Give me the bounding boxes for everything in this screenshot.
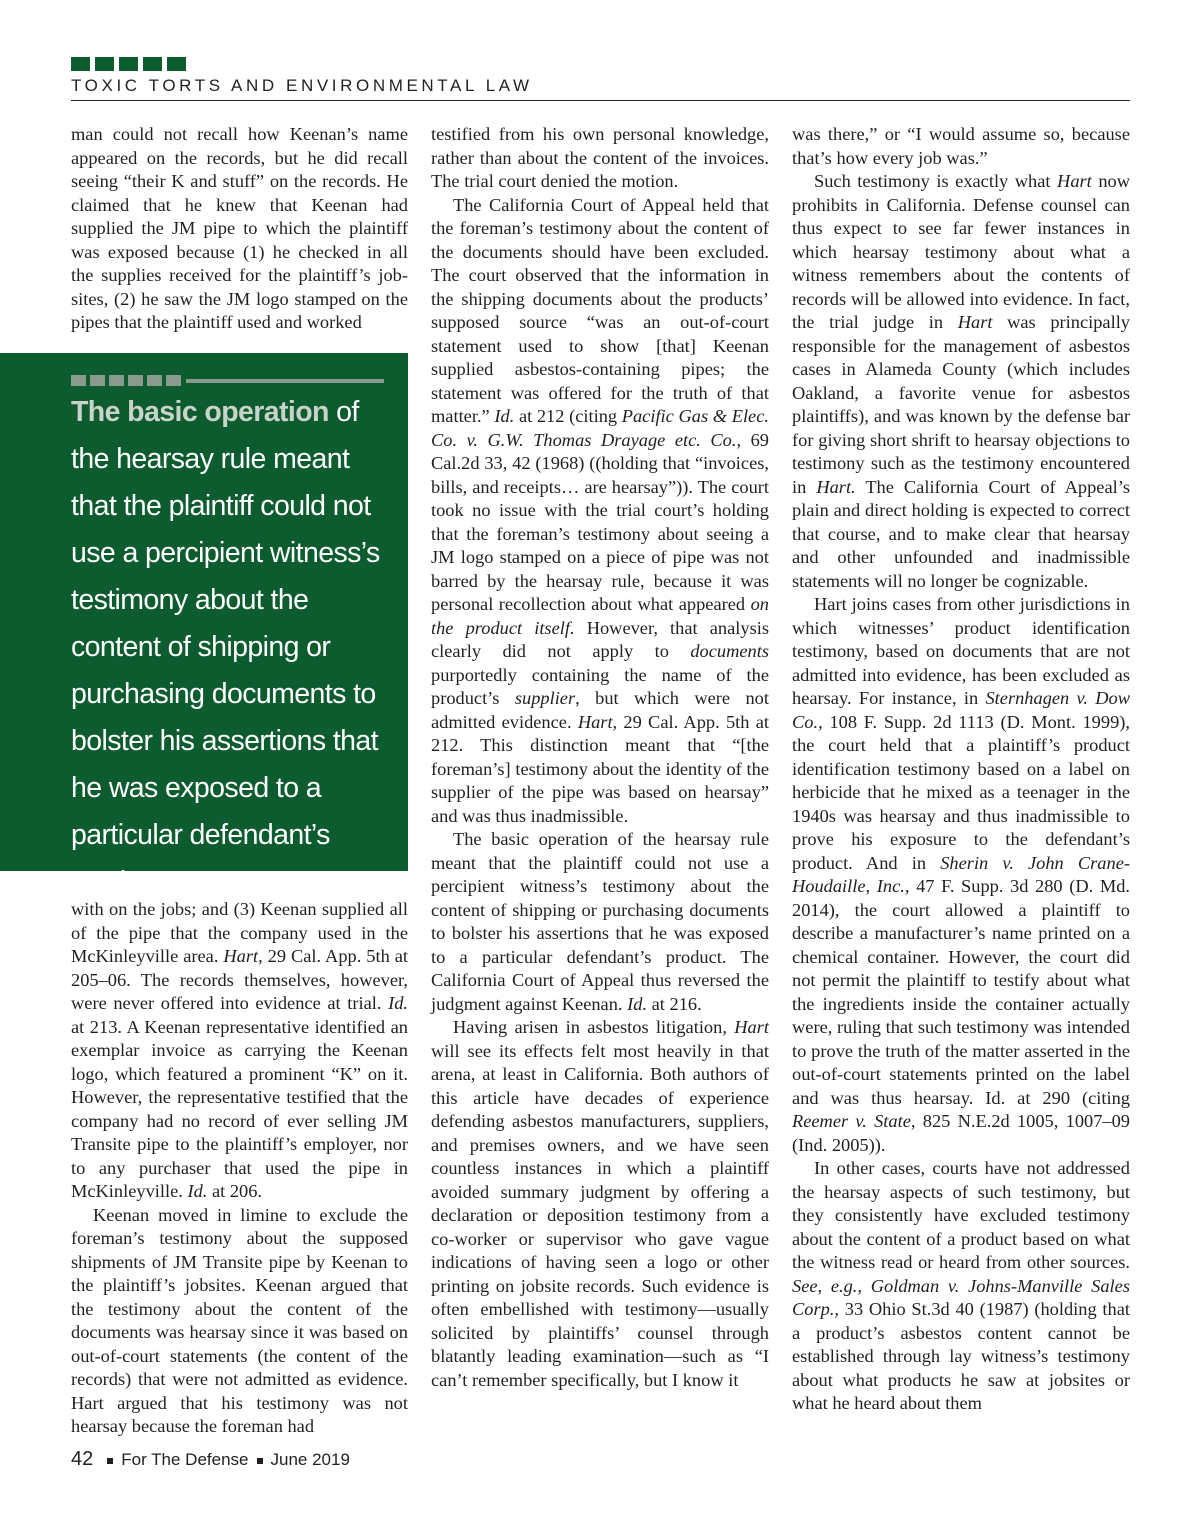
article-paragraph: was there,” or “I would assume so, because that’s how every job was.” — [792, 124, 1130, 168]
publication-name: For The Defense — [121, 1450, 249, 1469]
article-paragraph: Keenan moved in limine to exclude the foreman’s testimony about the supposed shipments of JM Transite pipe by Keenan to the plaintiff’s jobsites. Keenan argued that the testimony about the content of the documents was hearsay since it was based on out-of-court statements (the content of the records) that were not admitted as evidence. Hart argued that his testimony was not hearsay because the foreman had — [71, 1204, 408, 1436]
section-title: TOXIC TORTS AND ENVIRONMENTAL LAW — [71, 76, 533, 95]
header-rule — [71, 100, 1130, 101]
pull-quote-box — [0, 353, 408, 898]
article-column-1-top — [71, 123, 408, 335]
pull-quote-lead: The basic operation — [71, 396, 329, 428]
article-column-2 — [431, 123, 769, 1418]
article-paragraph: testified from his own personal knowledge, rather than about the content of the invoices. The trial court denied the motion. — [431, 124, 769, 191]
issue-date: June 2019 — [270, 1450, 350, 1469]
article-column-3 — [792, 123, 1130, 1418]
pull-quote-rule — [186, 379, 384, 383]
article-paragraph: Having arisen in asbestos litigation, Hart will see its effects felt most heavily in that arena, at least in California. Both authors of this article have decades of experience defending asbestos manufacturers, suppliers, and premises owners, and we have seen countless instances in which a plaintiff avoided summary judgment by offering a declaration or deposition testimony from a co-worker or supervisor who gave vague indications of having seen a logo or other printing on jobsite records. Such evidence is often embellished with testimony—usually solicited by plaintiffs’ counsel through blatantly leading examination—such as “I can’t remember specifically, but I know it — [431, 1017, 769, 1390]
article-paragraph: The California Court of Appeal held that the foreman’s testimony about the content of the documents should have been excluded. The court observed that the information in the shipping documents about the products’ supposed source “was an out-of-court statement used to show [that] Keenan supplied asbestos-containing pipes; the statement was offered for the truth of that matter.” Id. at 212 (citing Pacific Gas & Elec. Co. v. G.W. Thomas Drayage etc. Co., 69 Cal.2d 33, 42 (1968) ((holding that “invoices, bills, and receipts… are hearsay”)). The court took no issue with the trial court’s holding that the foreman’s testimony about seeing a JM logo stamped on a piece of pipe was not barred by the hearsay rule, because it was personal recollection about what appeared on the product itself. However, that analysis clearly did not apply to documents purportedly containing the name of the product’s supplier, but which were not admitted evidence. Hart, 29 Cal. App. 5th at 212. This distinction meant that “[the foreman’s] testimony about the identity of the supplier of the pipe was based on hearsay” and was thus inadmissible. — [431, 194, 769, 826]
page-number: 42 — [71, 1448, 94, 1470]
article-paragraph: with on the jobs; and (3) Keenan supplied all of the pipe that the company used in the McKinleyville area. Hart, 29 Cal. App. 5th at 205–06. The records themselves, however, were never offered into evidence at trial. Id. at 213. A Keenan representative identified an exemplar invoice as carrying the Keenan logo, which featured a prominent “K” on it. However, the representative testified that the company had no record of ever selling JM Transite pipe to the plaintiff’s employer, nor to any purchaser that used the pipe in McKinleyville. Id. at 206. — [71, 899, 408, 1201]
article-column-1-bottom — [71, 898, 408, 1436]
article-paragraph: The basic operation of the hearsay rule meant that the plaintiff could not use a percipient witness’s testimony about the content of shipping or purchasing documents to bolster his assertions that he was exposed to a particular defendant’s product. The California Court of Appeal thus reversed the judgment against Keenan. Id. at 216. — [431, 829, 769, 1014]
footer-separator — [257, 1458, 263, 1464]
header-squares-decoration — [71, 57, 186, 71]
page-footer — [71, 1448, 350, 1471]
pull-quote-text — [71, 389, 401, 906]
pull-quote-squares-decoration — [71, 375, 181, 386]
footer-separator — [107, 1458, 113, 1464]
article-paragraph: man could not recall how Keenan’s name appeared on the records, but he did recall seeing “their K and stuff” on the records. He claimed that he knew that Keenan had supplied the JM pipe to which the plaintiff was exposed because (1) he checked in all the supplies received for the plaintiff’s jobsites, (2) he saw the JM logo stamped on the pipes that the plaintiff used and worked — [71, 124, 408, 332]
article-paragraph: Such testimony is exactly what Hart now prohibits in California. Defense counsel can thus expect to see far fewer instances in which hearsay testimony about what a witness remembers about the contents of records will be allowed into evidence. In fact, the trial judge in Hart was principally responsible for the management of asbestos cases in Alameda County (which includes Oakland, a favorite venue for asbestos plaintiffs), and was known by the defense bar for giving short shrift to hearsay objections to testimony such as the testimony encountered in Hart. The California Court of Appeal’s plain and direct holding is expected to correct that course, and to make clear that hearsay and other unfounded and inadmissible statements will no longer be cognizable. — [792, 171, 1131, 591]
article-paragraph: Hart joins cases from other jurisdictions in which witnesses’ product identification testimony, based on documents that are not admitted into evidence, has been excluded as hearsay. For instance, in Sternhagen v. Dow Co., 108 F. Supp. 2d 1113 (D. Mont. 1999), the court held that a plaintiff’s product identification testimony based on a label on herbicide that he mixed as a teenager in the 1940s was hearsay and thus inadmissible to prove his exposure to the defendant’s product. And in Sherin v. John Crane-Houdaille, Inc., 47 F. Supp. 3d 280 (D. Md. 2014), the court allowed a plaintiff to describe a manufacturer’s name printed on a chemical container. However, the court did not permit the plaintiff to testify about what the ingredients inside the container actually were, ruling that such testimony was intended to prove the truth of the matter asserted in the out-of-court statements printed on the label and was thus hearsay. Id. at 290 (citing Reemer v. State, 825 N.E.2d 1005, 1007–09 (Ind. 2005)). — [792, 594, 1130, 1155]
pull-quote-body: of the hearsay rule meant that the plaintiff could not use a percipient witness’s testimony about the content of shipping or purchasing documents to bolster his assertions that he was exposed to a particular defendant’s product. — [71, 396, 380, 898]
article-paragraph: In other cases, courts have not addressed the hearsay aspects of such testimony, but they consistently have excluded testimony about the content of a product based on what the witness read or heard from other sources. See, e.g., Goldman v. Johns-Manville Sales Corp., 33 Ohio St.3d 40 (1987) (holding that a product’s asbestos content cannot be established through lay witness’s testimony about what products he saw at jobsites or what he heard about them — [792, 1158, 1130, 1413]
